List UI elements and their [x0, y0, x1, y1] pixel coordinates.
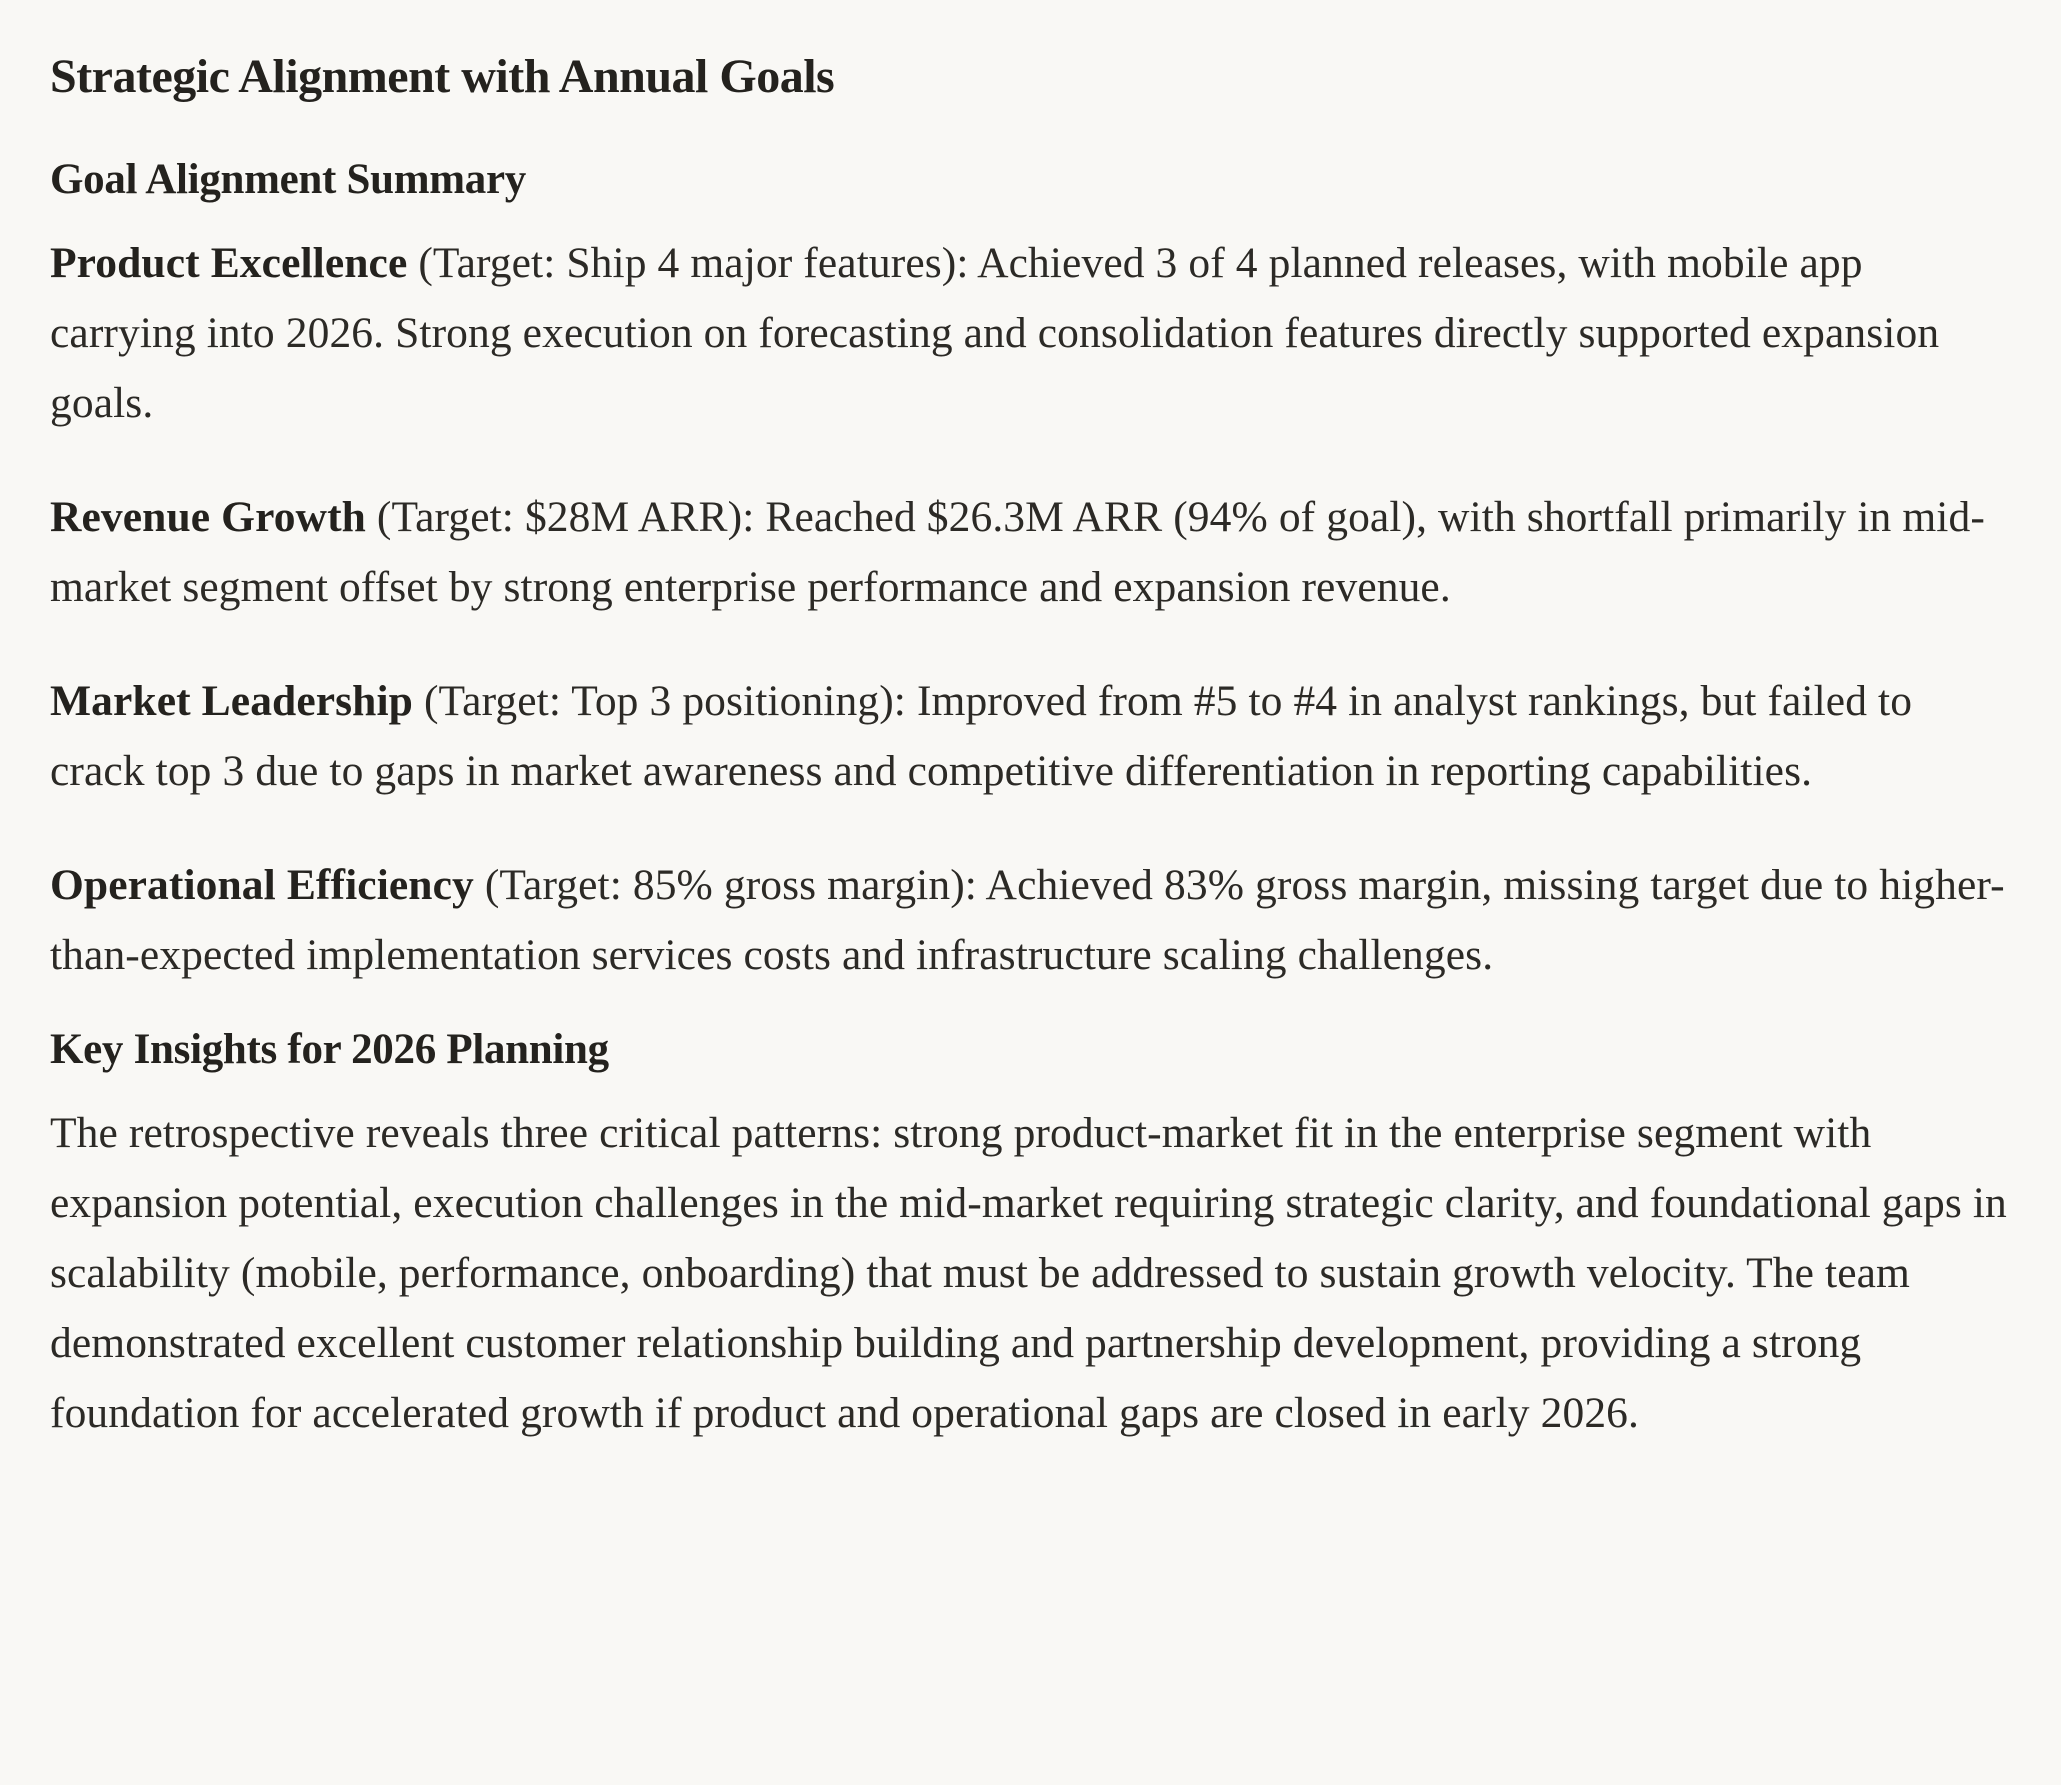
goal-description: (Target: Top 3 positioning): Improved from #5 to #4 in analyst rankings, but failed to crack top 3 due to gaps in market awareness and competitive differentiation in reporting capabilities. [50, 677, 1913, 795]
goal-name: Operational Efficiency [50, 861, 474, 909]
document-title: Strategic Alignment with Annual Goals [50, 50, 835, 103]
goal-name: Product Excellence [50, 239, 408, 287]
goal-alignment-list [50, 228, 2011, 990]
goal-description: (Target: 85% gross margin): Achieved 83% gross margin, missing target due to higher-than-expected implementation services costs and infrastructure scaling challenges. [50, 861, 2005, 979]
key-insights-paragraph: The retrospective reveals three critical patterns: strong product-market fit in the enterprise segment with expansion potential, execution challenges in the mid-market requiring strategic clarity, and foundational gaps in scalability (mobile, performance, onboarding) that must be addressed to sustain growth velocity. The team demonstrated excellent customer relationship building and partnership development, providing a strong foundation for accelerated growth if product and operational gaps are closed in early 2026. [50, 1109, 2007, 1437]
key-insights-heading: Key Insights for 2026 Planning [50, 1026, 609, 1073]
goal-name: Market Leadership [50, 677, 413, 725]
goal-operational-efficiency [50, 850, 2011, 990]
goal-name: Revenue Growth [50, 493, 366, 541]
goal-revenue-growth [50, 482, 2011, 622]
goal-market-leadership [50, 666, 2011, 806]
goal-description: (Target: Ship 4 major features): Achieved 3 of 4 planned releases, with mobile app carrying into 2026. Strong execution on forecasting and consolidation features directly supported expansion goals. [50, 239, 1940, 427]
goal-alignment-heading: Goal Alignment Summary [50, 156, 526, 203]
goal-product-excellence [50, 228, 2011, 438]
goal-description: (Target: $28M ARR): Reached $26.3M ARR (94% of goal), with shortfall primarily in mid-market segment offset by strong enterprise performance and expansion revenue. [50, 493, 1985, 611]
